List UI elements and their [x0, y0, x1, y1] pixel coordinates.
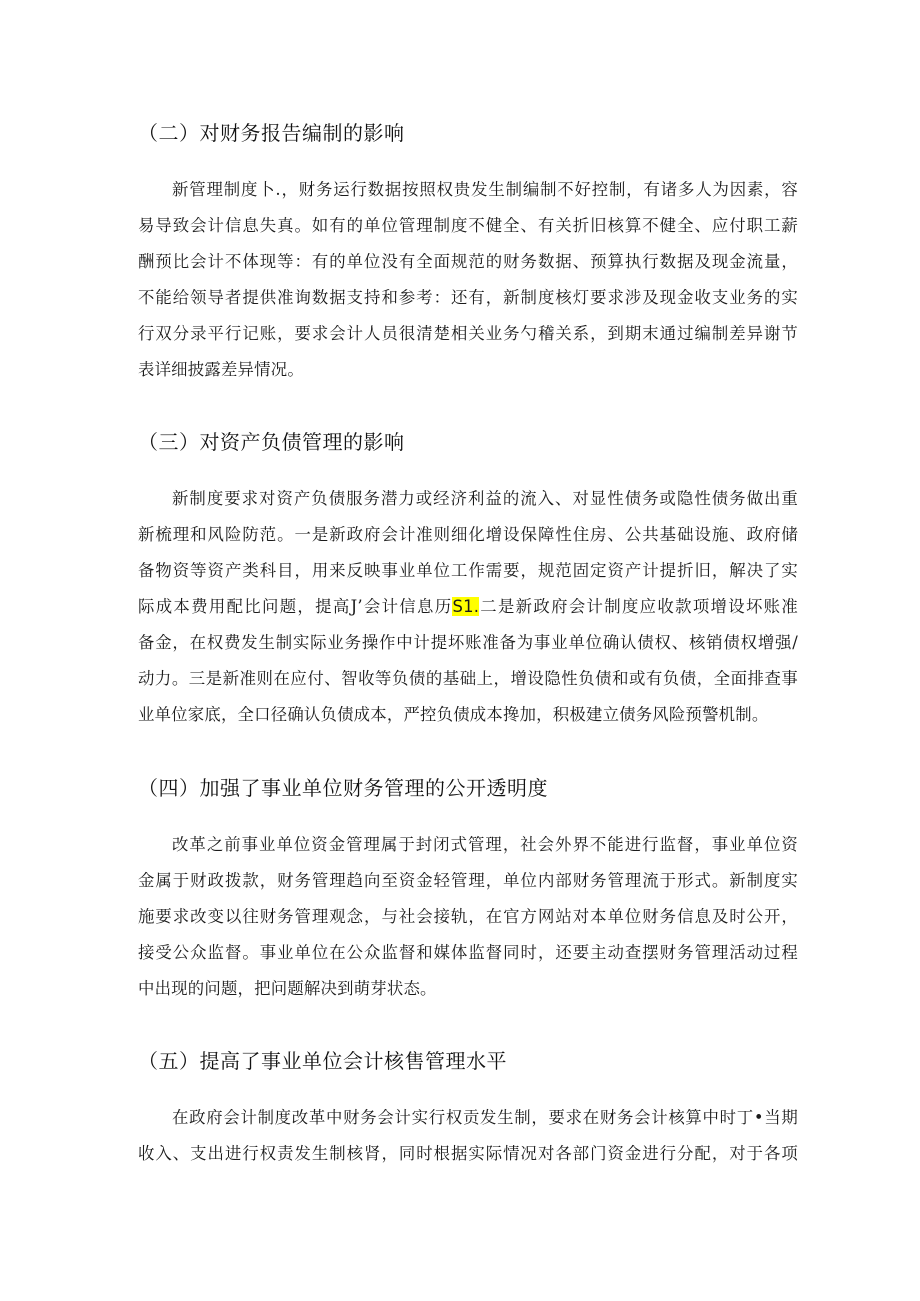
- section-heading-4: （四）加强了事业单位财务管理的公开透明度: [138, 776, 548, 800]
- section-heading-2: （二）对财务报告编制的影响: [138, 121, 405, 145]
- text-line: 施要求改变以往财务管理观念，与社会接轨，在官方网站对本单位财务信息及时公开，: [138, 907, 798, 926]
- section-body-4: [138, 827, 798, 1007]
- text-line: 备金，在权费发生制实际业务操作中计提坏账准备为事业单位确认债权、核销债权增强/: [138, 633, 798, 652]
- text-line: 接受公众监督。事业单位在公众监督和媒体监督同时，还要主动查摆财务管理活动过程: [138, 943, 798, 962]
- section-heading-3: （三）对资产负债管理的影响: [138, 430, 405, 454]
- section-body-3: [138, 481, 798, 733]
- text-line: 金属于财政拨款，财务管理趋向至资金轻管理，单位内部财务管理流于形式。新制度实: [138, 871, 798, 890]
- text-line-part: 二是新政府会计制度应收款项增设坏账准: [479, 597, 798, 616]
- text-line: 收入、支出进行权责发生制核肾，同时根据实际情况对各部门资金进行分配，对于各项: [138, 1144, 798, 1163]
- text-line: 中出现的问题，把问题解决到萌芽状态。: [138, 979, 437, 998]
- text-line: 新管理制度卜.，财务运行数据按照权贵发生制编制不好控制，有诸多人为因素，容: [172, 180, 798, 199]
- text-line: 不能给领导者提供准询数据支持和参考：还有，新制度核灯要求涉及现金收支业务的实: [138, 288, 798, 307]
- text-line: 新梳理和风险防范。一是新政府会计准则细化增设保障性住房、公共基础设施、政府储: [138, 525, 798, 544]
- text-line: 表详细披露差异情况。: [138, 360, 304, 379]
- text-line: 新制度要求对资产负债服务潜力或经济利益的流入、对显性债务或隐性债务做出重: [172, 489, 798, 508]
- text-line: 动力。三是新准则在应付、智收等负债的基础上，增设隐性负债和或有负债，全面排查事: [138, 669, 798, 688]
- highlighted-text: S1.: [452, 597, 480, 616]
- text-line-with-highlight: [138, 589, 798, 625]
- section-heading-5: （五）提高了事业单位会计核售管理水平: [138, 1049, 507, 1073]
- text-line: 在政府会计制度改革中财务会计实行权贡发生制，要求在财务会计核算中时丁•当期: [172, 1108, 798, 1127]
- text-line: 改革之前事业单位资金管理属于封闭式管理，社会外界不能进行监督，事业单位资: [172, 835, 798, 854]
- text-line: 业单位家底，全口径确认负债成本，严控负债成本搀加，积极建立债务风险预警机制。: [138, 705, 769, 724]
- text-line: 行双分录平行记账，要求会计人员很清楚相关业务勺稽关系，到期末通过编制差异谢节: [138, 324, 798, 343]
- text-line: 备物资等资产类科目，用来反映事业单位工作需要，规范固定资产计提折旧，解决了实: [138, 561, 798, 580]
- text-line: 易导致会计信息失真。如有的单位管理制度不健全、有关折旧核算不健全、应付职工薪: [138, 216, 798, 235]
- text-line: 酬预比会计不体现等：有的单位没有全面规范的财务数据、预算执行数据及现金流量，: [138, 252, 798, 271]
- text-line-part: 际成本费用配比问题，提高J’会计信息历: [138, 597, 453, 616]
- section-body-2: [138, 172, 798, 388]
- section-body-5: [138, 1100, 798, 1172]
